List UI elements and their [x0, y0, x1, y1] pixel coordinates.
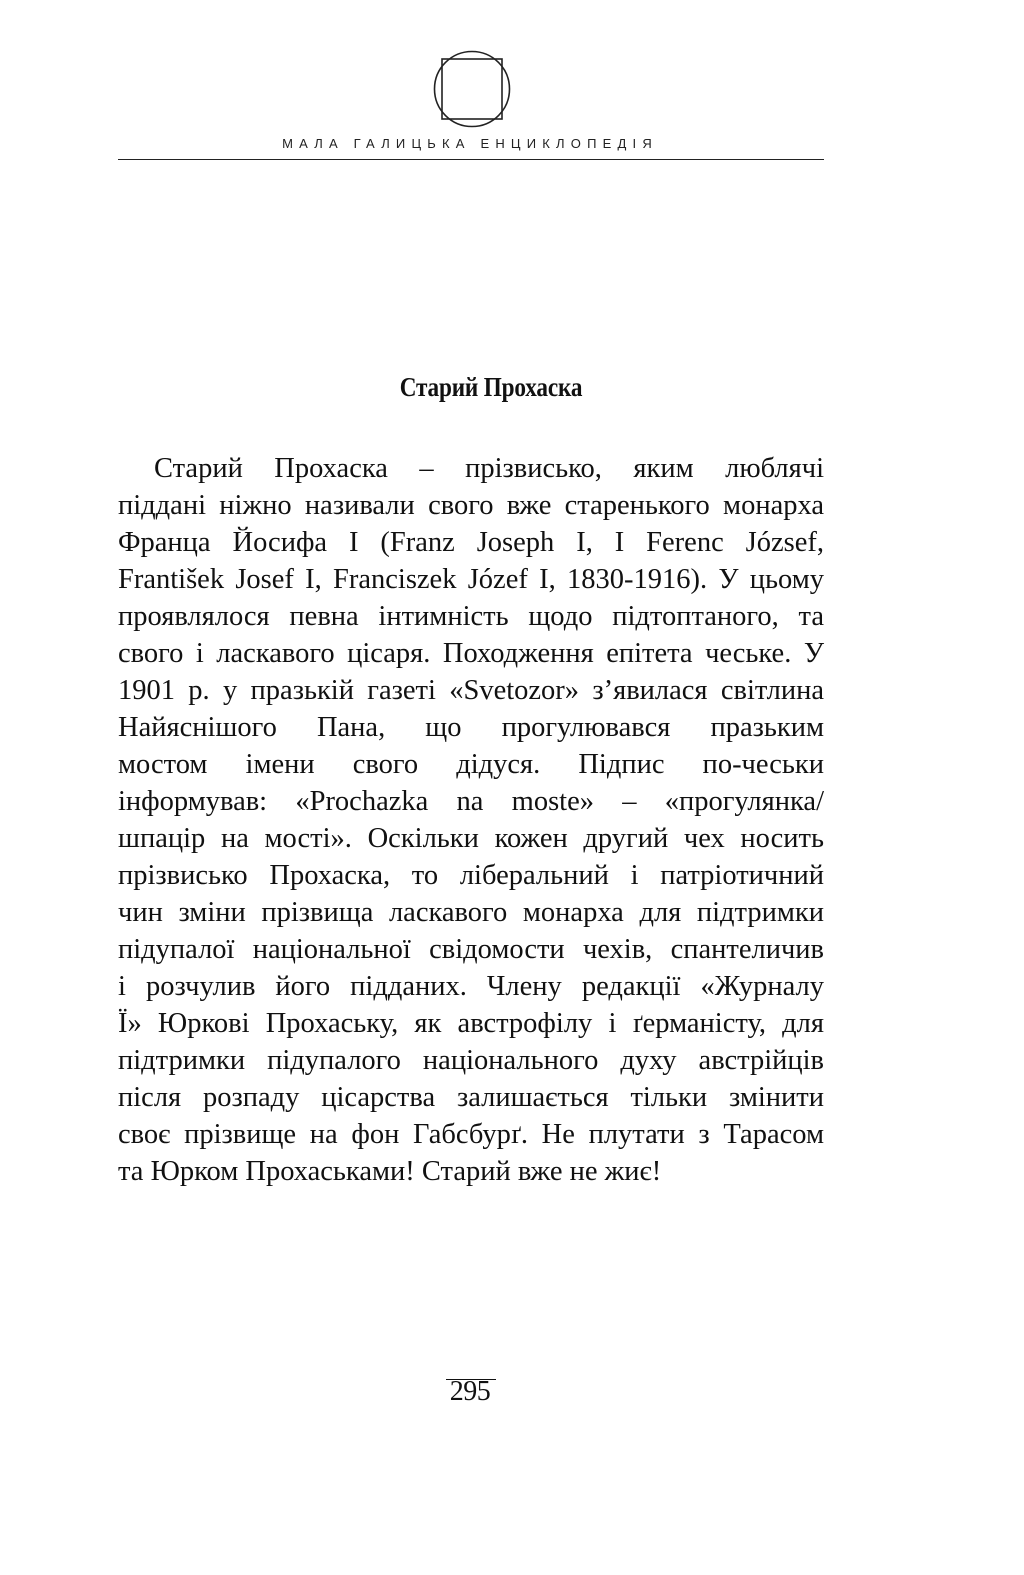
- article-line: своє прізвище на фон Габсбурґ. Не плутати з Тарасом: [118, 1119, 824, 1150]
- series-title: МАЛА ГАЛИЦЬКА ЕНЦИКЛОПЕДІЯ: [282, 136, 658, 151]
- article-line: піддані ніжно називали свого вже старенького монарха: [118, 490, 824, 521]
- article-line: чин зміни прізвища ласкавого монарха для підтримки: [118, 897, 824, 928]
- article-line: інформував: «Prochazka na moste» – «прогулянка/: [118, 786, 824, 817]
- article-line: та Юрком Прохаськами! Старий вже не жиє!: [118, 1156, 662, 1187]
- article-line: після розпаду цісарства залишається тільки змінити: [118, 1082, 824, 1113]
- article-line: свого і ласкавого цісаря. Походження епітета чеське. У: [118, 638, 824, 669]
- article-line: Старий Прохаска – прізвисько, яким люблячі: [154, 453, 824, 484]
- article-line: Ї» Юркові Прохаську, як австрофілу і ґерманісту, для: [118, 1008, 824, 1039]
- article-line: проявлялося певна інтимність щодо підтоптаного, та: [118, 601, 824, 632]
- article-line: підтримки підупалого національного духу австрійців: [118, 1045, 824, 1076]
- article-line: Найяснішого Пана, що прогулювався празьким: [118, 712, 824, 743]
- article-body: [118, 450, 824, 1190]
- header-divider: [118, 159, 824, 160]
- article-line: і розчулив його підданих. Члену редакції «Журналу: [118, 971, 824, 1002]
- article-title: Старий Прохаска: [399, 372, 583, 402]
- article-line: František Josef I, Franciszek Józef I, 1830-1916). У цьому: [118, 564, 824, 595]
- circle-square-emblem-icon: [432, 47, 512, 131]
- article-line: прізвисько Прохаска, то ліберальний і патріотичний: [118, 860, 824, 891]
- article-line: мостом імени свого дідуся. Підпис по-чеськи: [118, 749, 824, 780]
- article-line: 1901 р. у празькій газеті «Svetozor» з’явилася світлина: [118, 675, 824, 706]
- article-line: Франца Йосифа I (Franz Joseph I, I Ferenc József,: [118, 527, 824, 558]
- article-line: підупалої національної свідомости чехів, спантеличив: [118, 934, 824, 965]
- page-number: 295: [449, 1376, 491, 1407]
- article-line: шпацір на мості». Оскільки кожен другий чех носить: [118, 823, 824, 854]
